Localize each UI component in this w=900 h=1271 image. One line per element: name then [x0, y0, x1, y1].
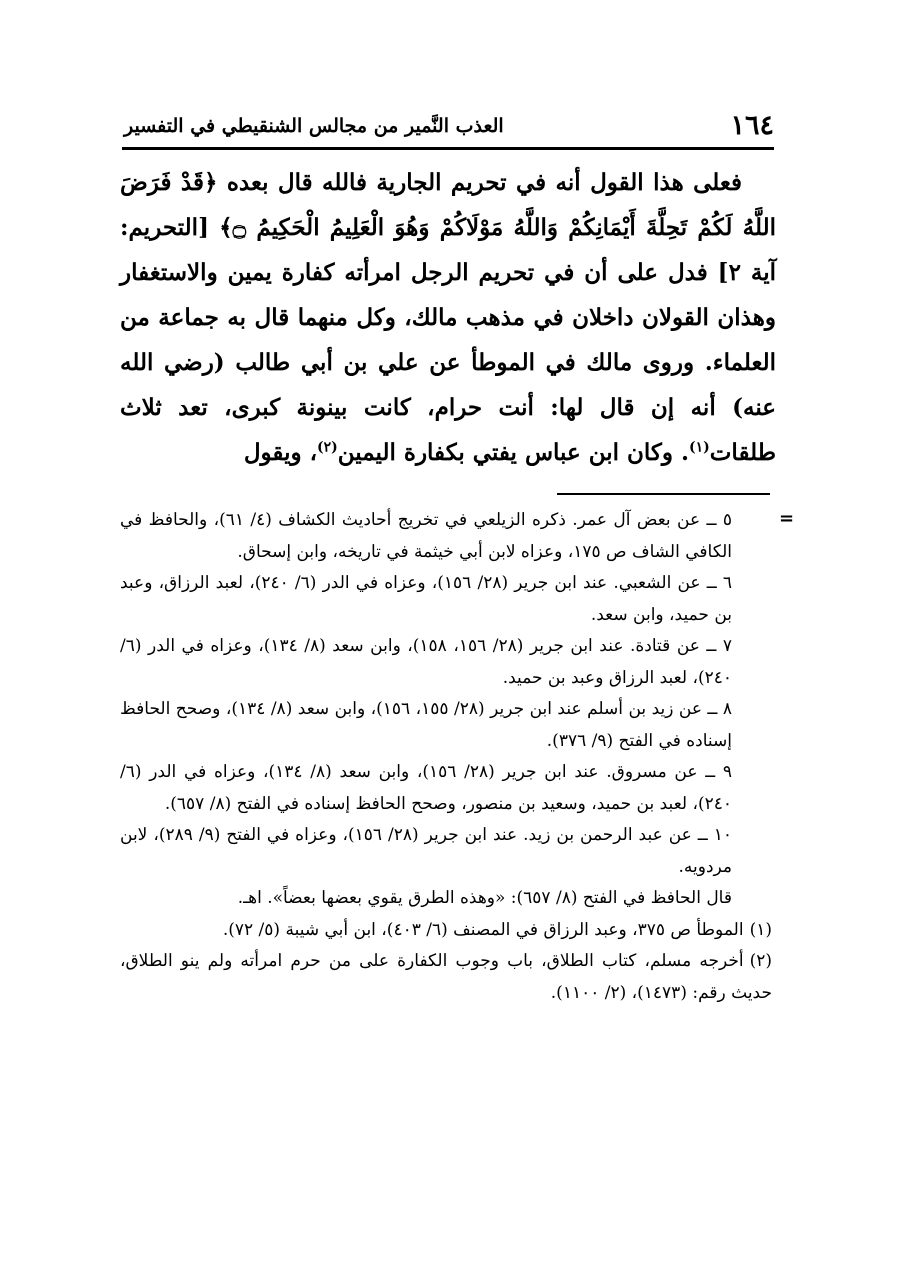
footnote-item-1	[120, 915, 772, 947]
footnote-text: الموطأ ص ٣٧٥، وعبد الرزاق في المصنف (٦/ ٤٠٣)، ابن أبي شيبة (٥/ ٧٢).	[222, 919, 744, 940]
footnotes	[120, 505, 772, 1009]
page-header	[122, 108, 774, 144]
header-rule	[122, 147, 774, 150]
footnote-separator	[557, 493, 770, 495]
footnote-cont-item: ٧ ــ عن قتادة. عند ابن جرير (٢٨/ ١٥٦، ١٥٨)، وابن سعد (٨/ ١٣٤)، وعزاه في الدر (٦/ ٢٤٠)، لعبد الرزاق وعبد بن حميد.	[120, 636, 733, 688]
quran-verse: قَدْ فَرَضَ اللَّهُ لَكُمْ تَحِلَّةَ أَيْمَانِكُمْ وَاللَّهُ مَوْلَاكُمْ وَهُوَ الْعَلِيمُ الْحَكِيمُ ۝	[120, 169, 776, 241]
footnote-closing-quote: قال الحافظ في الفتح (٨/ ٦٥٧): «وهذه الطرق يقوي بعضها بعضاً». اهـ.	[237, 888, 732, 908]
footnote-text: أخرجه مسلم، كتاب الطلاق، باب وجوب الكفارة على من حرم امرأته ولم ينو الطلاق، حديث رقم: (١٤٧٣)، (٢/ ١١٠٠).	[120, 951, 772, 1003]
main-paragraph	[120, 160, 776, 475]
footnote-cont-item: ٥ ــ عن بعض آل عمر. ذكره الزيلعي في تخريج أحاديث الكشاف (٤/ ٦١)، والحافظ في الكافي الشاف ص ١٧٥، وعزاه لابن أبي خيثمة في تاريخه، وابن إسحاق.	[120, 510, 732, 562]
footnote-item-2	[120, 946, 772, 1009]
main-text	[120, 160, 776, 475]
footnote-cont-item: ٩ ــ عن مسروق. عند ابن جرير (٢٨/ ١٥٦)، وابن سعد (٨/ ١٣٤)، وعزاه في الدر (٦/ ٢٤٠)، لعبد بن حميد، وسعيد بن منصور، وصحح الحافظ إسناده في الفتح (٨/ ٦٥٧).	[120, 762, 733, 814]
footnote-cont-item: ٦ ــ عن الشعبي. عند ابن جرير (٢٨/ ١٥٦)، وعزاه في الدر (٦/ ٢٤٠)، لعبد الرزاق، وعبد بن حميد، وابن سعد.	[120, 573, 732, 625]
footnote-cont-item: ١٠ ــ عن عبد الرحمن بن زيد. عند ابن جرير (٢٨/ ١٥٦)، وعزاه في الفتح (٩/ ٢٨٩)، لابن مردويه.	[120, 825, 732, 877]
footnote-number: (١)	[749, 919, 772, 940]
text-segment: ﴾ [التحريم: آية ٢] فدل على أن في تحريم الرجل امرأته كفارة يمين والاستغفار وهذان القولان داخلان في مذهب مالك، وكل منهما قال به جماعة من العلماء. وروى مالك في الموطأ عن علي بن أبي طالب (رضي الله عنه) أنه إن قال لها: أنت حرام، كانت بينونة كبرى، تعد ثلاث طلقات	[120, 214, 776, 466]
continuation-mark: =	[779, 508, 795, 529]
footnote-ref-2[interactable]: (٢)	[317, 439, 338, 456]
text-segment: ، ويقول	[243, 439, 318, 466]
text-segment: فعلى هذا القول أنه في تحريم الجارية فالله قال بعده ﴿	[203, 169, 742, 196]
footnote-number: (٢)	[749, 951, 772, 971]
running-title: العذب النَّمير من مجالس الشنقيطي في التفسير	[124, 115, 504, 137]
footnote-cont-item: ٨ ــ عن زيد بن أسلم عند ابن جرير (٢٨/ ١٥٥، ١٥٦)، وابن سعد (٨/ ١٣٤)، وصحح الحافظ إسناده في الفتح (٩/ ٣٧٦).	[120, 699, 732, 751]
page-number: ١٦٤	[730, 110, 774, 141]
text-segment: . وكان ابن عباس يفتي بكفارة اليمين	[337, 439, 689, 466]
footnote-ref-1[interactable]: (١)	[689, 439, 710, 456]
